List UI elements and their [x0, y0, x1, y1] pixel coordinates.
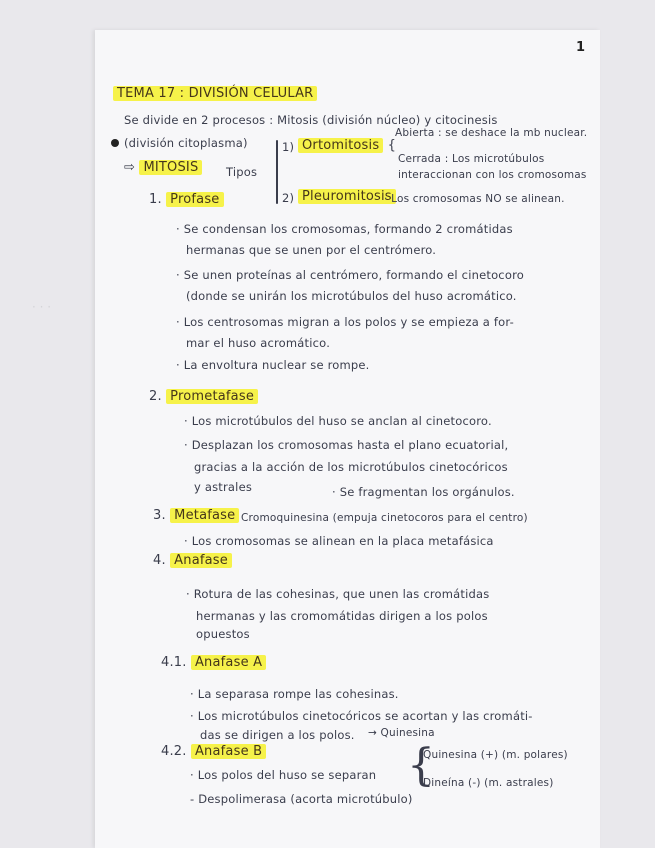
anafase-b-highlight: Anafase B	[191, 744, 266, 759]
pleuromitosis-note: · Los cromosomas NO se alinean.	[384, 193, 565, 205]
intro-line-1: Se divide en 2 procesos : Mitosis (división núcleo) y citocinesis	[124, 113, 498, 127]
metafase-num: 3.	[153, 508, 166, 523]
anafase-num: 4.	[153, 553, 166, 568]
mitosis-highlight: MITOSIS	[139, 160, 202, 175]
prometafase-highlight: Prometafase	[166, 389, 258, 404]
profase-line-4: (donde se unirán los microtúbulos del huso acromático.	[186, 289, 517, 303]
profase-line-7: · La envoltura nuclear se rompe.	[176, 358, 370, 372]
profase-num: 1.	[149, 192, 162, 207]
pleuromitosis-highlight: Pleuromitosis	[298, 189, 396, 204]
cerrada-note-2: interaccionan con los cromosomas	[398, 169, 587, 181]
anafase-a-line-1: · La separasa rompe las cohesinas.	[190, 687, 399, 701]
anafase-a-num: 4.1.	[161, 655, 187, 670]
prometafase-heading	[149, 389, 258, 404]
anafase-a-highlight: Anafase A	[191, 655, 266, 670]
anafase-b-num: 4.2.	[161, 744, 187, 759]
anafase-heading	[153, 553, 232, 568]
prometafase-num: 2.	[149, 389, 162, 404]
metafase-heading	[153, 508, 239, 523]
anafase-line-1: · Rotura de las cohesinas, que unen las cromátidas	[186, 587, 490, 601]
profase-line-2: hermanas que se unen por el centrómero.	[186, 243, 437, 257]
page-title	[113, 86, 317, 101]
tipos-label: Tipos	[226, 165, 258, 179]
mitosis-label	[124, 160, 202, 175]
prometafase-line-2: · Desplazan los cromosomas hasta el plano ecuatorial,	[184, 438, 509, 452]
prometafase-line-5: · Se fragmentan los orgánulos.	[332, 485, 515, 499]
title-highlight: TEMA 17 : DIVISIÓN CELULAR	[113, 86, 317, 101]
anafase-b-line-1: · Los polos del huso se separan	[190, 768, 377, 782]
intro-line-2: (división citoplasma)	[124, 136, 248, 150]
profase-highlight: Profase	[166, 192, 223, 207]
prometafase-line-4: y astrales	[194, 480, 253, 494]
anafase-a-line-4: → Quinesina	[368, 727, 435, 739]
bullet-dot-icon	[111, 139, 119, 147]
brace-icon: {	[407, 740, 435, 791]
prometafase-line-1: · Los microtúbulos del huso se anclan al cinetocoro.	[184, 414, 492, 428]
anafase-a-line-2: · Los microtúbulos cinetocóricos se acortan y las cromáti-	[190, 709, 533, 723]
prometafase-line-3: gracias a la acción de los microtúbulos cinetocóricos	[194, 460, 508, 474]
ortomitosis-label	[298, 138, 396, 153]
profase-heading	[149, 192, 224, 207]
type2-num: 2)	[282, 191, 295, 205]
anafase-a-heading	[161, 655, 266, 670]
profase-line-5: · Los centrosomas migran a los polos y se empieza a for-	[176, 315, 514, 329]
cerrada-note-1: Cerrada : Los microtúbulos	[398, 153, 545, 165]
metafase-note: Cromoquinesina (empuja cinetocoros para el centro)	[241, 512, 528, 524]
anafase-a-line-3: das se dirigen a los polos.	[200, 728, 355, 742]
metafase-highlight: Metafase	[170, 508, 239, 523]
type1-num: 1)	[282, 140, 295, 154]
arrow-right-icon: ⇨	[124, 160, 136, 175]
brace-item-1: Quinesina (+) (m. polares)	[423, 749, 568, 761]
anafase-line-3: opuestos	[196, 627, 250, 641]
bleed-through-text: · · ·	[32, 300, 52, 314]
anafase-line-2: hermanas y las cromomátidas dirigen a los polos	[196, 609, 488, 623]
abierta-note: Abierta : se deshace la mb nuclear.	[395, 127, 588, 139]
anafase-b-heading	[161, 744, 266, 759]
profase-line-1: · Se condensan los cromosomas, formando 2 cromátidas	[176, 222, 513, 236]
anafase-b-line-2: - Despolimerasa (acorta microtúbulo)	[190, 792, 413, 806]
metafase-line-1: · Los cromosomas se alinean en la placa metafásica	[184, 534, 494, 548]
profase-line-6: mar el huso acromático.	[186, 336, 331, 350]
anafase-highlight: Anafase	[170, 553, 232, 568]
pleuromitosis-label	[298, 189, 396, 204]
profase-line-3: · Se unen proteínas al centrómero, formando el cinetocoro	[176, 268, 524, 282]
ortomitosis-highlight: Ortomitosis	[298, 138, 383, 153]
brace-item-2: Dineína (-) (m. astrales)	[423, 777, 554, 789]
brace-open-icon: {	[387, 138, 397, 153]
bracket-line	[276, 140, 278, 204]
page-number: 1	[576, 40, 586, 55]
